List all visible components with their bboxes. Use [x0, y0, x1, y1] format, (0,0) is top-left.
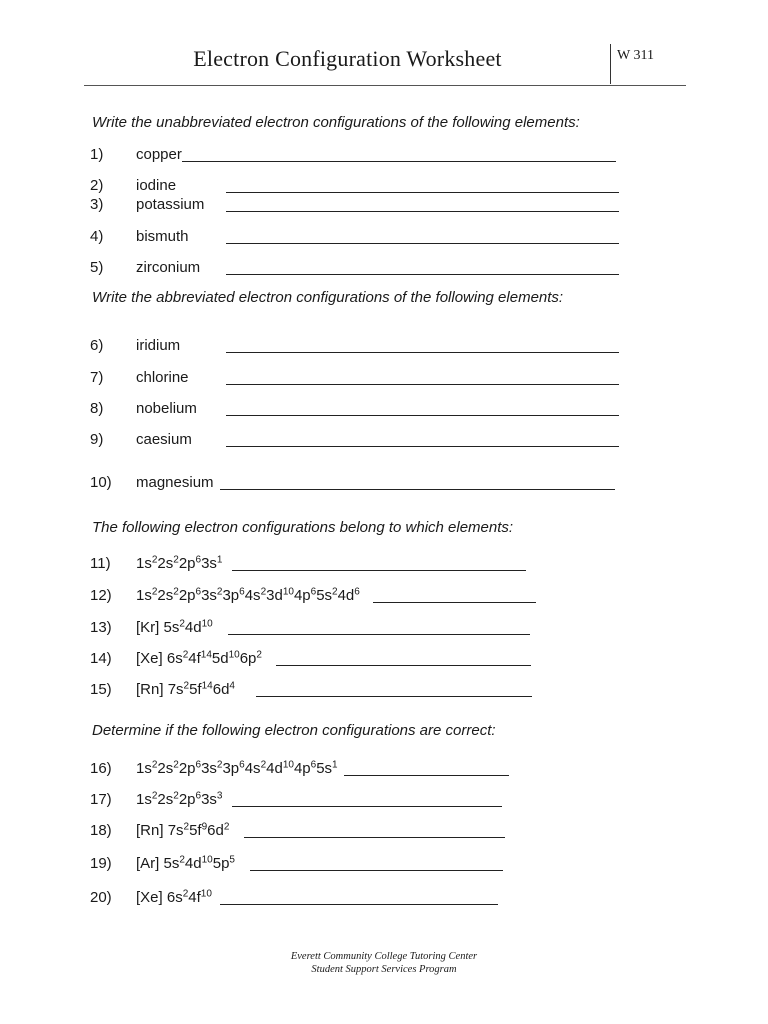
question-number: 18)	[90, 822, 112, 839]
question-number: 4)	[90, 228, 104, 245]
question-number: 11)	[90, 555, 111, 572]
question-label: [Xe] $6s^24f^{14}5d^{10}6p^2$	[136, 649, 262, 667]
question-item	[0, 431, 768, 451]
answer-blank[interactable]	[226, 192, 619, 193]
question-item	[0, 650, 768, 670]
question-label: nobelium	[136, 400, 197, 417]
question-label: zirconium	[136, 259, 201, 276]
answer-blank[interactable]	[182, 161, 616, 162]
answer-blank[interactable]	[220, 904, 498, 905]
header-divider-vertical	[610, 44, 611, 84]
question-label: caesium	[136, 431, 192, 448]
question-label: bismuth	[136, 228, 189, 245]
question-item	[0, 555, 768, 575]
answer-blank[interactable]	[256, 696, 532, 697]
question-number: 16)	[90, 760, 112, 777]
answer-blank[interactable]	[232, 570, 526, 571]
footer-line-1: Everett Community College Tutoring Center	[290, 951, 478, 962]
question-item	[0, 400, 768, 420]
question-item	[0, 228, 768, 248]
question-item	[0, 822, 768, 842]
question-label: copper	[136, 146, 182, 163]
question-label: iridium	[136, 337, 181, 354]
question-item	[0, 760, 768, 780]
answer-blank[interactable]	[276, 665, 531, 666]
question-number: 19)	[90, 855, 112, 872]
question-item	[0, 791, 768, 811]
question-label: [Kr] $5s^24d^{10}$	[136, 618, 213, 636]
question-item	[0, 196, 768, 216]
answer-blank[interactable]	[226, 211, 619, 212]
question-number: 1)	[90, 146, 104, 163]
question-item	[0, 146, 768, 166]
header-divider-horizontal	[84, 85, 686, 86]
question-label: [Rn] $7s^25f^{14}6d^4$	[136, 680, 235, 698]
question-label: chlorine	[136, 369, 189, 386]
question-number: 14)	[90, 650, 112, 667]
answer-blank[interactable]	[244, 837, 505, 838]
footer-line-2: Student Support Services Program	[311, 964, 457, 975]
question-label: [Rn] $7s^25f^96d^2$	[136, 821, 230, 839]
question-item	[0, 889, 768, 909]
answer-blank[interactable]	[373, 602, 536, 603]
question-number: 5)	[90, 259, 104, 276]
answer-blank[interactable]	[226, 274, 619, 275]
question-item	[0, 474, 768, 494]
question-number: 17)	[90, 791, 112, 808]
answer-blank[interactable]	[344, 775, 509, 776]
worksheet-code: W 311	[617, 48, 654, 63]
question-number: 6)	[90, 337, 104, 354]
footer	[0, 950, 768, 976]
question-number: 12)	[90, 587, 112, 604]
question-label: magnesium	[136, 474, 214, 491]
question-label: [Xe] $6s^24f^{10}$	[136, 888, 212, 906]
question-number: 3)	[90, 196, 104, 213]
question-label: [Ar] $5s^24d^{10}5p^5$	[136, 854, 235, 872]
question-label: potassium	[136, 196, 205, 213]
question-number: 15)	[90, 681, 112, 698]
answer-blank[interactable]	[226, 415, 619, 416]
answer-blank[interactable]	[226, 384, 619, 385]
question-number: 10)	[90, 474, 112, 491]
section-heading-identify: The following electron configurations belong to which elements:	[92, 519, 514, 536]
question-number: 13)	[90, 619, 112, 636]
page-title: Electron Configuration Worksheet	[193, 46, 502, 71]
section-heading-verify: Determine if the following electron configurations are correct:	[92, 722, 496, 739]
answer-blank[interactable]	[220, 489, 615, 490]
answer-blank[interactable]	[226, 446, 619, 447]
question-label: iodine	[136, 177, 177, 194]
question-item	[0, 259, 768, 279]
answer-blank[interactable]	[226, 243, 619, 244]
question-item	[0, 337, 768, 357]
question-item	[0, 587, 768, 607]
question-number: 20)	[90, 889, 112, 906]
question-item	[0, 855, 768, 875]
question-number: 8)	[90, 400, 104, 417]
answer-blank[interactable]	[232, 806, 502, 807]
question-number: 9)	[90, 431, 104, 448]
question-label: $1s^22s^22p^63s^23p^64s^24d^{10}4p^65s^1$	[136, 759, 338, 777]
answer-blank[interactable]	[250, 870, 503, 871]
question-number: 7)	[90, 369, 104, 386]
question-label: $1s^22s^22p^63s^23p^64s^23d^{10}4p^65s^24d^6$	[136, 586, 360, 604]
section-heading-abbreviated: Write the abbreviated electron configurations of the following elements:	[92, 289, 564, 306]
answer-blank[interactable]	[226, 352, 619, 353]
question-item	[0, 177, 768, 197]
question-number: 2)	[90, 177, 104, 194]
answer-blank[interactable]	[228, 634, 530, 635]
question-item	[0, 369, 768, 389]
question-item	[0, 619, 768, 639]
question-label: $1s^22s^22p^63s^1$	[136, 554, 223, 572]
question-item	[0, 681, 768, 701]
question-label: $1s^22s^22p^63s^3$	[136, 790, 223, 808]
section-heading-unabbreviated: Write the unabbreviated electron configurations of the following elements:	[92, 114, 580, 131]
